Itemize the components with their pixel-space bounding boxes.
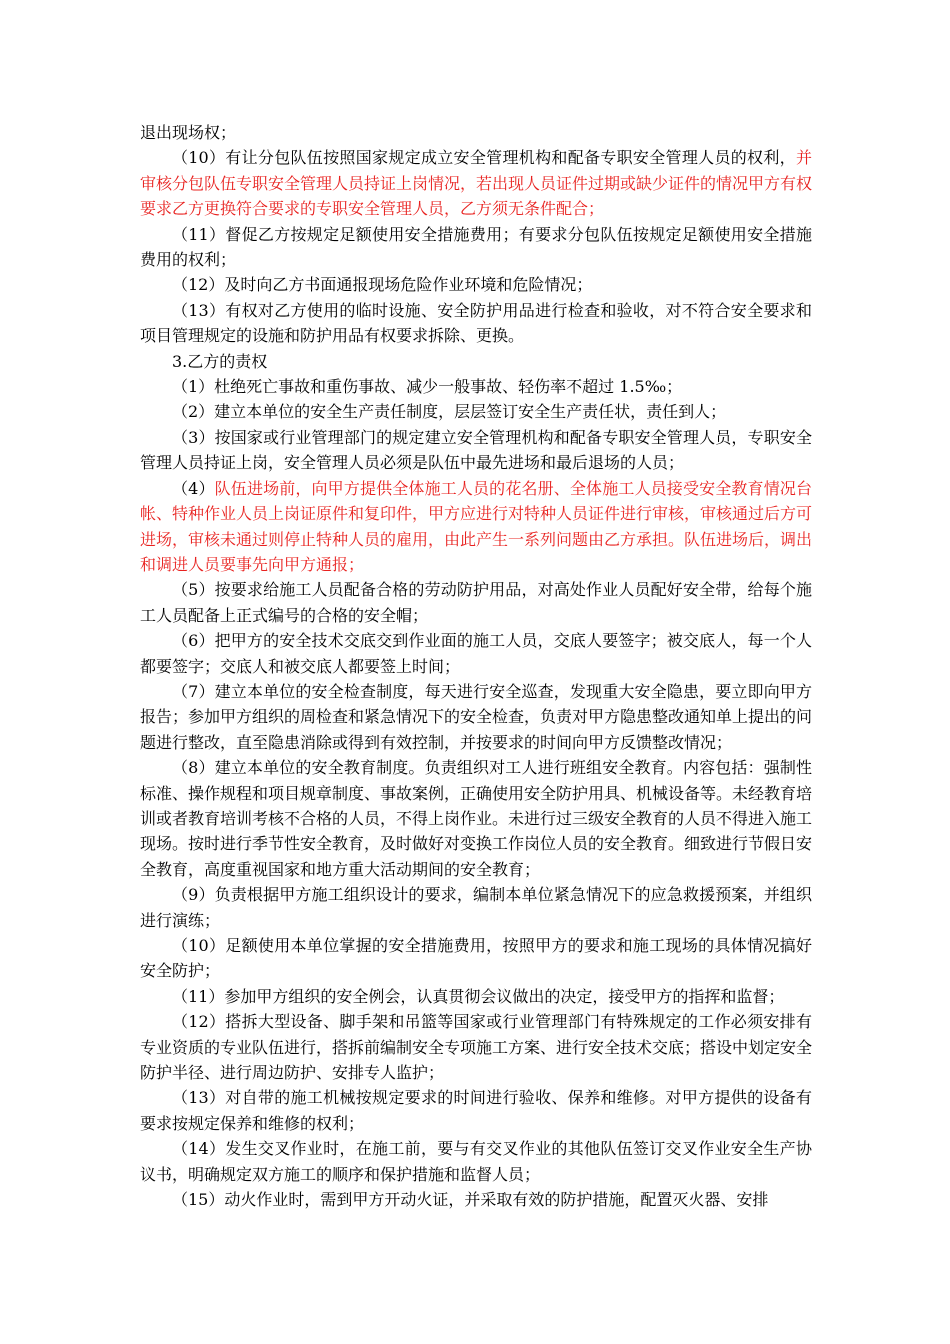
paragraph bbox=[140, 1187, 812, 1212]
body-text: （8）建立本单位的安全教育制度。负责组织对工人进行班组安全教育。内容包括：强制性标准、操作规程和项目规章制度、事故案例，正确使用安全防护用具、机械设备等。未经教育培训或者教育培训考核不合格的人员，不得上岗作业。未进行过三级安全教育的人员不得进入施工现场。按时进行季节性安全教育，及时做好对变换工作岗位人员的安全教育。细致进行节假日安全教育，高度重视国家和地方重大活动期间的安全教育； bbox=[140, 758, 813, 879]
paragraph bbox=[140, 476, 812, 578]
body-text: （3）按国家或行业管理部门的规定建立安全管理机构和配备专职安全管理人员，专职安全管理人员持证上岗，安全管理人员必须是队伍中最先进场和最后退场的人员； bbox=[140, 427, 812, 473]
paragraph bbox=[140, 349, 812, 374]
body-text: （5）按要求给施工人员配备合格的劳动防护用品，对高处作业人员配好安全带，给每个施工人员配备上正式编号的合格的安全帽； bbox=[140, 580, 812, 625]
paragraph bbox=[140, 1009, 812, 1085]
paragraph bbox=[140, 399, 812, 424]
paragraph bbox=[140, 145, 812, 221]
paragraph bbox=[140, 374, 812, 399]
highlighted-text: 并审核分包队伍专职安全管理人员持证上岗情况，若出现人员证件过期或缺少证件的情况甲方有权要求乙方更换符合要求的专职安全管理人员，乙方须无条件配合； bbox=[140, 148, 813, 219]
body-text: （4） bbox=[172, 478, 215, 498]
body-text: （13）对自带的施工机械按规定要求的时间进行验收、保养和维修。对甲方提供的设备有要求按规定保养和维修的权利； bbox=[140, 1088, 812, 1133]
paragraph bbox=[140, 298, 812, 349]
paragraph bbox=[140, 1085, 812, 1136]
paragraph bbox=[140, 222, 812, 273]
body-text: （11）参加甲方组织的安全例会，认真贯彻会议做出的决定，接受甲方的指挥和监督； bbox=[172, 986, 785, 1006]
body-text: （2）建立本单位的安全生产责任制度，层层签订安全生产责任状，责任到人； bbox=[172, 402, 727, 422]
body-text: （12）搭拆大型设备、脚手架和吊篮等国家或行业管理部门有特殊规定的工作必须安排有专业资质的专业队伍进行，搭拆前编制安全专项施工方案、进行安全技术交底；搭设中划定安全防护半径、进行周边防护、安排专人监护； bbox=[140, 1012, 813, 1083]
body-text: （13）有权对乙方使用的临时设施、安全防护用品进行检查和验收，对不符合安全要求和项目管理规定的设施和防护用品有权要求拆除、更换。 bbox=[140, 300, 812, 346]
body-text: 3.乙方的责权 bbox=[172, 351, 268, 371]
paragraph bbox=[140, 882, 812, 933]
paragraph bbox=[140, 628, 812, 679]
paragraph bbox=[140, 272, 812, 297]
paragraph bbox=[140, 577, 812, 628]
highlighted-text: 队伍进场前，向甲方提供全体施工人员的花名册、全体施工人员接受安全教育情况台帐、特种作业人员上岗证原件和复印件，甲方应进行对特种人员证件进行审核，审核通过后方可进场，审核未通过则停止特种人员的雇用，由此产生一系列问题由乙方承担。队伍进场后，调出和调进人员要事先向甲方通报； bbox=[140, 478, 813, 574]
paragraph bbox=[140, 933, 812, 984]
body-text: （10）有让分包队伍按照国家规定成立安全管理机构和配备专职安全管理人员的权利， bbox=[172, 148, 796, 168]
body-text: （15）动火作业时，需到甲方开动火证，并采取有效的防护措施，配置灭火器、安排 bbox=[172, 1190, 769, 1210]
body-text: （11）督促乙方按规定足额使用安全措施费用；有要求分包队伍按规定足额使用安全措施费用的权利； bbox=[140, 224, 812, 270]
body-text: 退出现场权； bbox=[140, 123, 237, 142]
body-text: （6）把甲方的安全技术交底交到作业面的施工人员，交底人要签字；被交底人，每一个人都要签字；交底人和被交底人都要签上时间； bbox=[140, 631, 812, 676]
paragraph bbox=[140, 755, 812, 882]
body-text: （14）发生交叉作业时，在施工前，要与有交叉作业的其他队伍签订交叉作业安全生产协议书，明确规定双方施工的顺序和保护措施和监督人员； bbox=[140, 1139, 812, 1184]
paragraph bbox=[140, 120, 812, 145]
paragraph bbox=[140, 425, 812, 476]
paragraph bbox=[140, 679, 812, 755]
document-page bbox=[140, 120, 812, 1212]
body-text: （9）负责根据甲方施工组织设计的要求，编制本单位紧急情况下的应急救援预案，并组织进行演练； bbox=[140, 885, 812, 930]
paragraph bbox=[140, 1136, 812, 1187]
body-text: （1）杜绝死亡事故和重伤事故、减少一般事故、轻伤率不超过 1.5‰； bbox=[172, 377, 683, 397]
body-text: （12）及时向乙方书面通报现场危险作业环境和危险情况； bbox=[172, 275, 593, 295]
body-text: （7）建立本单位的安全检查制度，每天进行安全巡查，发现重大安全隐患，要立即向甲方报告；参加甲方组织的周检查和紧急情况下的安全检查，负责对甲方隐患整改通知单上提出的问题进行整改，直至隐患消除或得到有效控制，并按要求的时间向甲方反馈整改情况； bbox=[140, 681, 813, 752]
paragraph bbox=[140, 984, 812, 1009]
body-text: （10）足额使用本单位掌握的安全措施费用，按照甲方的要求和施工现场的具体情况搞好安全防护； bbox=[140, 936, 812, 981]
